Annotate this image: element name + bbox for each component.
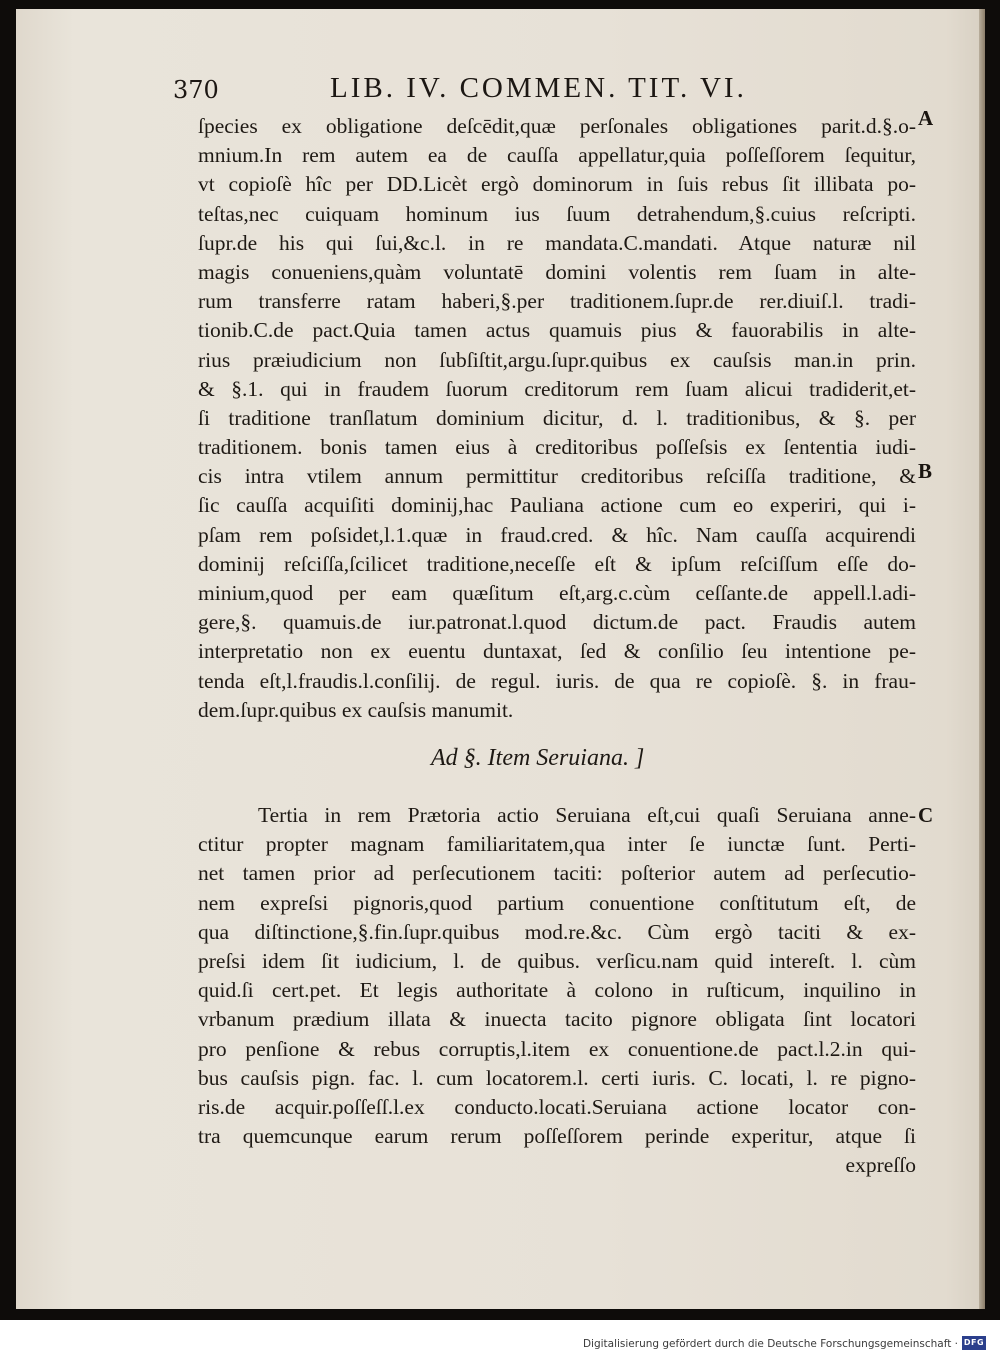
text-line: rum transferre ratam haberi,§.per traditionem.ſupr.de rer.diuiſ.l. tradi-	[198, 289, 916, 314]
page-number: 370	[173, 76, 219, 104]
text-line: nem expreſsi pignoris,quod partium conuentione conſtitutum eſt, de	[198, 890, 916, 915]
footer-credit: Digitalisierung gefördert durch die Deutsche Forschungsgemeinschaft ·	[582, 1338, 958, 1350]
margin-letter-b: B	[918, 459, 933, 483]
text-line: tenda eſt,l.fraudis.l.conſilij. de regul. iuris. de qua re copioſè. §. in frau-	[198, 668, 916, 693]
paragraph-1	[198, 112, 916, 725]
text-line: ſupr.de his qui ſui,&c.l. in re mandata.C.mandati. Atque naturæ nil	[198, 230, 916, 255]
text-line: quid.ſi cert.pet. Et legis authoritate à colono in ruſticum, inquilino in	[198, 978, 916, 1003]
text-line: tra quemcunque earum rerum poſſeſſorem perinde experitur, atque ſi	[198, 1124, 916, 1149]
text-line: ris.de acquir.poſſeſſ.l.ex conducto.locati.Seruiana actione locator con-	[198, 1094, 916, 1119]
text-line: & §.1. qui in fraudem ſuorum creditorum rem ſuam alicui tradiderit,et-	[198, 376, 916, 401]
catchword: expreſſo	[845, 1153, 916, 1178]
text-line: preſsi idem ſit iudicium, l. de quibus. verſicu.nam quid intereſt. l. cùm	[198, 948, 916, 973]
text-line: cis intra vtilem annum permittitur creditoribus reſciſſa traditione, &	[198, 464, 916, 489]
text-line: traditionem. bonis tamen eius à creditoribus poſſeſsis ex ſententia iudi-	[198, 435, 916, 460]
text-line: bus cauſsis pign. fac. l. cum locatorem.l. certi iuris. C. locati, l. re pigno-	[198, 1065, 916, 1090]
text-line: ſic cauſſa acquiſiti dominij,hac Pauliana actione cum eo experiri, qui i-	[198, 493, 916, 518]
text-line: ſpecies ex obligatione deſcēdit,quæ perſonales obligationes parit.d.§.o-	[198, 114, 916, 138]
text-line: ctitur propter magnam familiaritatem,qua inter ſe iunctæ ſunt. Perti-	[198, 832, 916, 857]
text-line: dominij reſciſſa,ſcilicet traditione,neceſſe eſt & ipſum reſciſſum eſſe do-	[198, 551, 916, 576]
text-line: interpretatio non ex euentu duntaxat, ſed & conſilio ſeu intentione pe-	[198, 639, 916, 664]
section-heading: Ad §. Item Seruiana. ]	[431, 745, 645, 771]
text-line: tionib.C.de pact.Quia tamen actus quamuis pius & fauorabilis in alte-	[198, 318, 916, 343]
text-line: rius præiudicium non ſubſiſtit,argu.ſupr.quibus ex cauſsis man.in prin.	[198, 347, 916, 372]
margin-letter-a: A	[918, 106, 934, 130]
text-line: vrbanum prædium illata & inuecta tacito pignore obligata ſint locatori	[198, 1007, 916, 1032]
page-edge	[979, 9, 985, 1309]
text-line: Tertia in rem Prætoria actio Seruiana eſt,cui quaſi Seruiana anne-	[258, 803, 916, 827]
text-line: ſi traditione tranſlatum dominium dicitur, d. l. traditionibus, & §. per	[198, 405, 916, 430]
page-header	[155, 72, 795, 112]
text-line: pſam rem poſsidet,l.1.quæ in fraud.cred. & hîc. Nam cauſſa acquirendi	[198, 522, 916, 547]
text-line: mnium.In rem autem ea de cauſſa appellatur,quia poſſeſſorem ſequitur,	[198, 143, 916, 168]
text-line: net tamen prior ad perſecutionem taciti: poſterior autem ad perſecutio-	[198, 861, 916, 886]
footer-bar	[0, 1320, 1000, 1356]
text-line: gere,§. quamuis.de iur.patronat.l.quod dictum.de pact. Fraudis autem	[198, 610, 916, 635]
text-line: magis conueniens,quàm voluntatē domini volentis rem ſuam in alte-	[198, 259, 916, 284]
text-line: vt copioſè hîc per DD.Licèt ergò dominorum in ſuis rebus ſit illibata po-	[198, 172, 916, 197]
dfg-logo-icon: DFG	[962, 1336, 986, 1350]
text-line: pro penſione & rebus corruptis,l.item ex conuentione.de pact.l.2.in qui-	[198, 1036, 916, 1061]
text-line: dem.ſupr.quibus ex cauſsis manumit.	[198, 697, 514, 722]
margin-letter-c: C	[918, 803, 934, 827]
paragraph-2	[198, 801, 916, 1180]
text-line: minium,quod per eam quæſitum eſt,arg.c.cùm ceſſante.de appell.l.adi-	[198, 581, 916, 605]
text-line: qua diſtinctione,§.fin.ſupr.quibus mod.re.&c. Cùm ergò taciti & ex-	[198, 919, 916, 944]
text-line: teſtas,nec cuiquam hominum ius ſuum detrahendum,§.cuius reſcripti.	[198, 201, 916, 226]
running-head: LIB. IV. COMMEN. TIT. VI.	[330, 72, 747, 104]
